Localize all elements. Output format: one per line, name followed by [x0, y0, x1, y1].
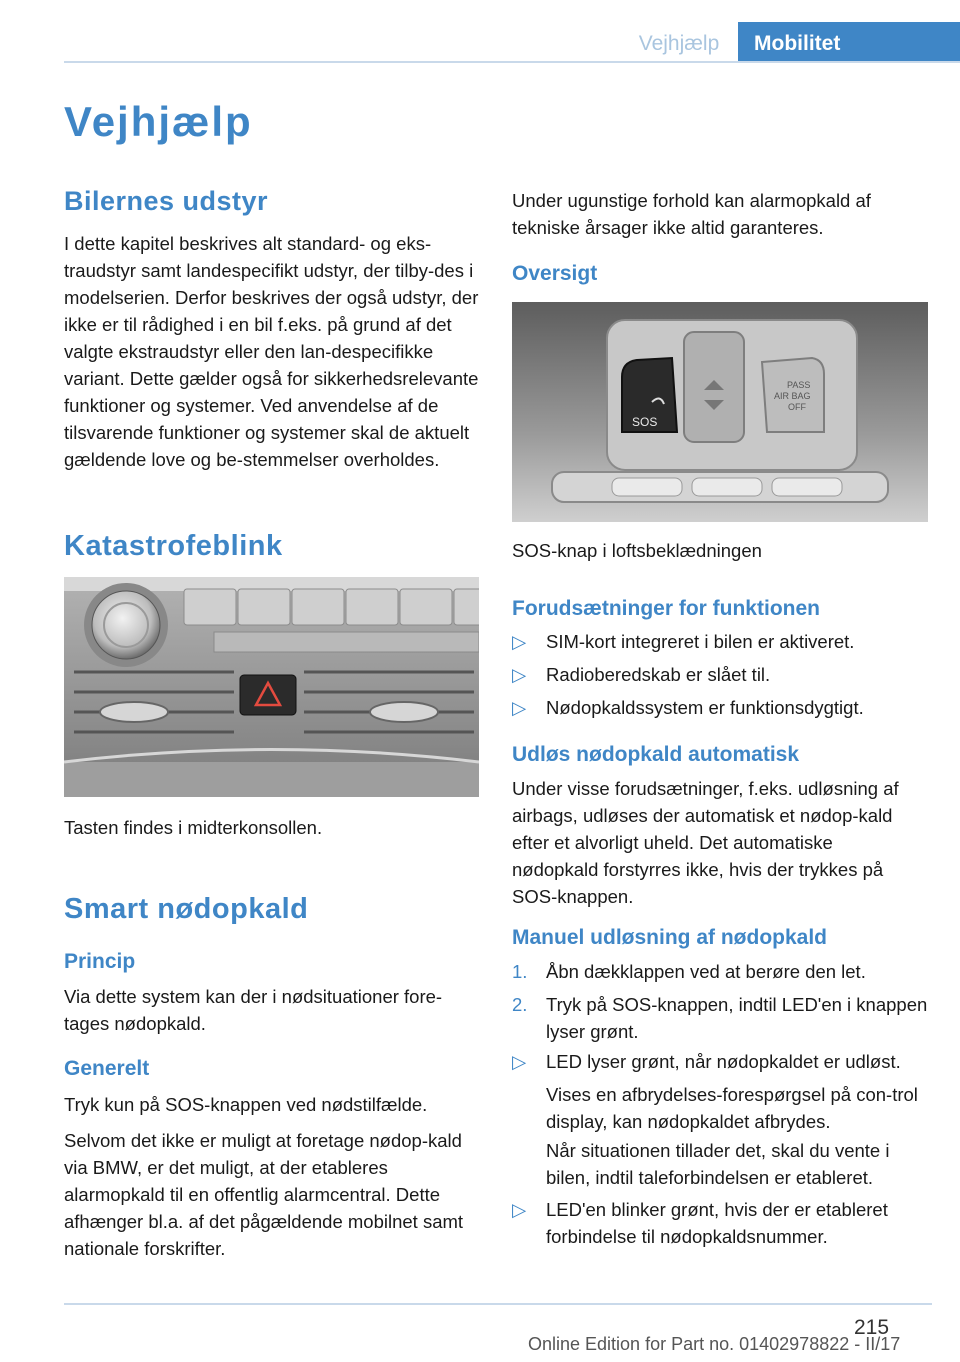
footer-divider: [64, 1303, 932, 1305]
page-title: Vejhjælp: [64, 98, 253, 145]
list-item-detail: Vises en afbrydelses-forespørgsel på con‐trol display, kan nødopkaldet afbrydes.: [546, 1084, 918, 1132]
heading-katastrofeblink: Katastrofeblink: [64, 530, 283, 562]
header-tab-section: Vejhjælp: [638, 32, 720, 55]
list-item-text: LED'en blinker grønt, hvis der er etableret forbindelse til nødopkaldsnummer.: [546, 1199, 888, 1247]
step-number: 2.: [512, 994, 528, 1015]
list-item-text: LED lyser grønt, når nødopkaldet er udløst.: [546, 1051, 901, 1072]
list-item: [512, 694, 932, 721]
numbered-step: [512, 958, 932, 985]
sos-overhead-illustration: [512, 302, 928, 522]
footer-edition: Online Edition for Part no. 01402978822 - II/17: [528, 1334, 901, 1354]
bullet-marker: ▷: [512, 664, 527, 685]
heading-generelt: Generelt: [64, 1057, 150, 1080]
heading-manuel-udlosning: Manuel udløsning af nødopkald: [512, 926, 827, 949]
sos-overhead-image: [512, 302, 928, 522]
list-item: [512, 661, 932, 688]
list-item-text: SIM-kort integreret i bilen er aktiveret.: [546, 631, 855, 652]
sos-button-label: SOS: [632, 415, 658, 429]
paragraph-udlos-automatisk: Under visse forudsætninger, f.eks. udløsning af airbags, udløses der automatisk et nødop‐kald efter et alvorligt uheld. Det automatiske nødopkald forstyrres ikke, hvis der trykkes på SOS-knappen.: [512, 778, 899, 907]
heading-oversigt: Oversigt: [512, 262, 598, 285]
heading-udlos-automatisk: Udløs nødopkald automatisk: [512, 743, 800, 766]
caption-katastrofeblink: Tasten findes i midterkonsollen.: [64, 817, 323, 838]
bullet-marker: ▷: [512, 1051, 527, 1072]
paragraph-bilernes-udstyr: I dette kapitel beskrives alt standard- og eks‐traudstyr samt landespecifikt udstyr, der tilby‐des i modelserien. Derfor beskrives der også udstyr, der ikke er til rådighed i en bil f.eks. på grund af det valgte ekstraudstyr eller den lan‐despecifikke variant. Dette gælder også for sikkerhedsrelevante funktioner og systemer. Ved anvendelse af de tilsvarende funktioner og systemer skal de aktuelt gældende love og be‐stemmelser overholdes.: [64, 233, 479, 470]
bullet-marker: ▷: [512, 1199, 527, 1220]
paragraph-princip: Via dette system kan der i nødsituationer fore‐tages nødopkald.: [64, 986, 443, 1034]
hazard-console-image: [64, 577, 479, 797]
bullet-marker: ▷: [512, 631, 527, 652]
hazard-console-illustration: [64, 577, 479, 797]
list-item-detail: Når situationen tillader det, skal du vente i bilen, indtil taleforbindelsen er etableret.: [546, 1140, 890, 1188]
heading-smart-nodopkald: Smart nødopkald: [64, 893, 309, 925]
paragraph-generelt-2: Selvom det ikke er muligt at foretage nødop‐kald via BMW, er det muligt, at der etableres alarmopkald til en offentlig alarmcentral. Dette afhænger bl.a. af det pågældende mobilnet samt nationale forskrifter.: [64, 1130, 464, 1259]
list-item: [512, 1196, 932, 1250]
paragraph-generelt-1: Tryk kun på SOS-knappen ved nødstilfælde.: [64, 1094, 428, 1115]
caption-oversigt: SOS-knap i loftsbeklædningen: [512, 540, 762, 561]
header-tab-chapter: Mobilitet: [738, 22, 960, 62]
step-text: Tryk på SOS-knappen, indtil LED'en i knappen lyser grønt.: [546, 994, 928, 1042]
page-number: 215: [854, 1316, 890, 1339]
heading-bilernes-udstyr: Bilernes udstyr: [64, 186, 269, 216]
list-item-text: Radioberedskab er slået til.: [546, 664, 771, 685]
heading-forudsaetninger: Forudsætninger for funktionen: [512, 597, 820, 620]
step-number: 1.: [512, 961, 528, 982]
heading-princip: Princip: [64, 950, 136, 973]
pass-airbag-label-2: AIR BAG: [774, 391, 811, 401]
list-item: [512, 1048, 932, 1075]
paragraph-ugunstige: Under ugunstige forhold kan alarmopkald af tekniske årsager ikke altid garanteres.: [512, 190, 871, 238]
pass-airbag-label-3: OFF: [788, 402, 806, 412]
list-item: [512, 628, 932, 655]
header-divider: [64, 61, 960, 63]
step-text: Åbn dækklappen ved at berøre den let.: [546, 961, 866, 982]
bullet-marker: ▷: [512, 697, 527, 718]
pass-airbag-label-1: PASS: [787, 380, 811, 390]
numbered-step: [512, 991, 932, 1045]
list-item-text: Nødopkaldssystem er funktionsdygtigt.: [546, 697, 864, 718]
